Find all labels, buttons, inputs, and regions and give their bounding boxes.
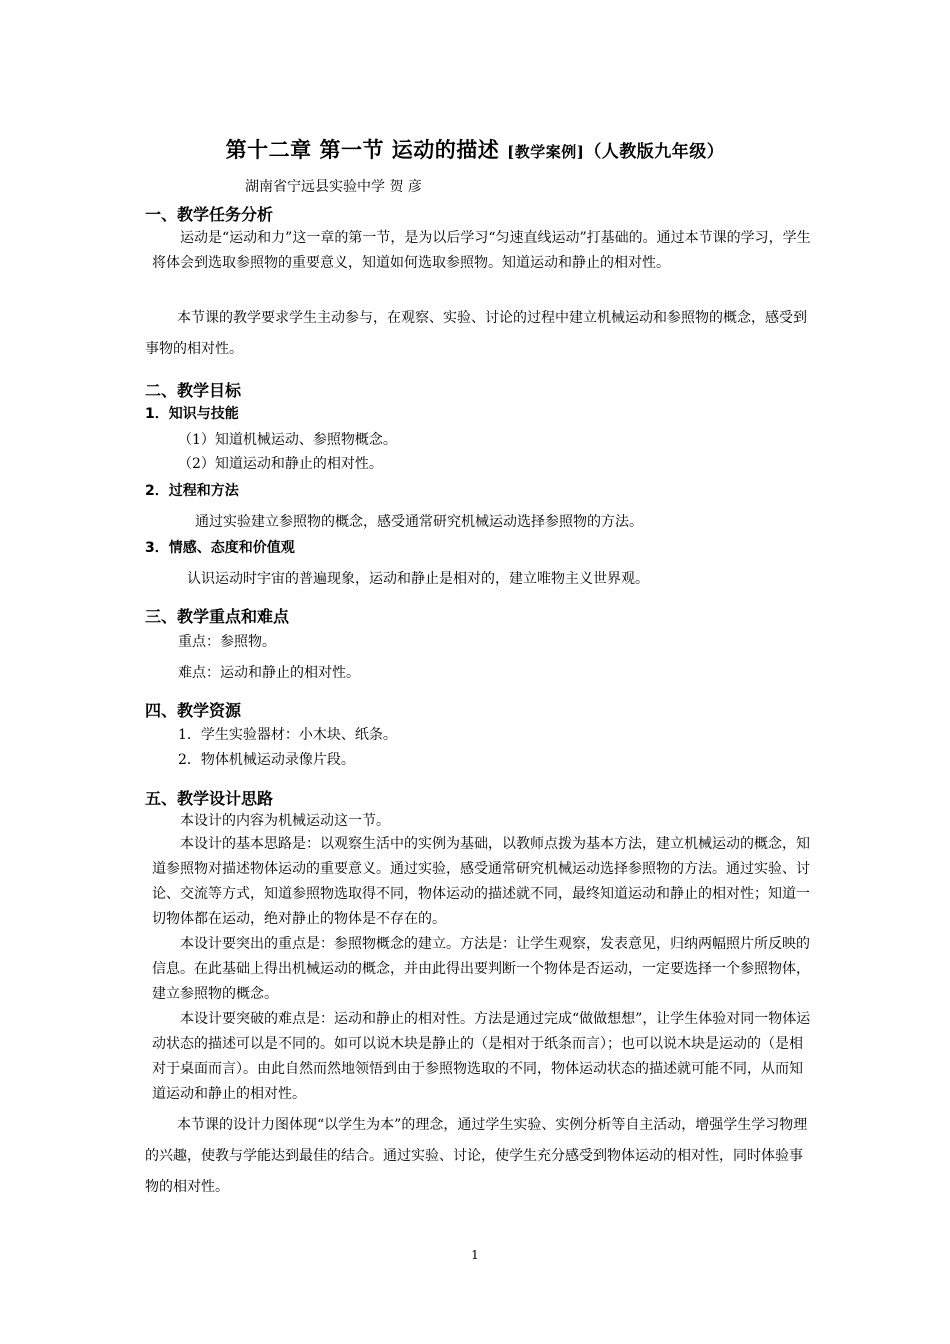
section-5-heading: 五、教学设计思路 xyxy=(145,789,274,808)
section-1-paragraph-1: 运动是“运动和力”这一章的第一节，是为以后学习“匀速直线运动”打基础的。通过本节课的学习，学生将体会到选取参照物的重要意义，知道如何选取参照物。知道运动和静止的相对性。 xyxy=(152,230,811,271)
objective-item-1: （1）知道机械运动、参照物概念。 xyxy=(178,432,397,448)
section-2-sub-1: 1．知识与技能 xyxy=(145,406,239,422)
key-point-text: 重点：参照物。 xyxy=(178,634,276,650)
attitude-values-text: 认识运动时宇宙的普遍现象，运动和静止是相对的，建立唯物主义世界观。 xyxy=(187,571,649,587)
resource-item-2: 2．物体机械运动录像片段。 xyxy=(178,752,355,768)
design-paragraph-4: 本设计要突破的难点是：运动和静止的相对性。方法是通过完成“做做想想”，让学生体验对同一物体运动状态的描述可以是不同的。如可以说木块是静止的（是相对于纸条而言）；也可以说木块是运动的（是相对于桌面而言）。由此自然而然地领悟到由于参照物选取的不同，物体运动状态的描述就可能不同，从而知道运动和静止的相对性。 xyxy=(152,1011,811,1102)
resource-item-1: 1．学生实验器材：小木块、纸条。 xyxy=(178,727,397,743)
section-2-sub-2: 2．过程和方法 xyxy=(145,483,239,499)
page-number: 1 xyxy=(471,1248,479,1262)
section-2-sub-3: 3．情感、态度和价值观 xyxy=(145,540,295,556)
design-paragraph-2: 本设计的基本思路是：以观察生活中的实例为基础，以教师点拨为基本方法，建立机械运动的概念，知道参照物对描述物体运动的重要意义。通过实验，感受通常研究机械运动选择参照物的方法。通过实验、讨论、交流等方式，知道参照物选取得不同，物体运动的描述就不同，最终知道运动和静止的相对性；知道一切物体都在运动，绝对静止的物体是不存在的。 xyxy=(152,836,810,927)
objective-item-2: （2）知道运动和静止的相对性。 xyxy=(178,456,383,472)
title-tag: [教学案例] xyxy=(507,143,585,161)
design-paragraph-5: 本节课的设计力图体现“以学生为本”的理念，通过学生实验、实例分析等自主活动，增强学生学习物理的兴趣，使教与学能达到最佳的结合。通过实验、讨论，使学生充分感受到物体运动的相对性，同时体验事物的相对性。 xyxy=(145,1117,808,1195)
section-4-heading: 四、教学资源 xyxy=(145,701,242,720)
section-3-heading: 三、教学重点和难点 xyxy=(145,607,290,626)
design-paragraph-3: 本设计要突出的重点是：参照物概念的建立。方法是：让学生观察，发表意见，归纳两幅照片所反映的信息。在此基础上得出机械运动的概念，并由此得出要判断一个物体是否运动，一定要选择一个参照物体，建立参照物的概念。 xyxy=(152,936,810,1002)
title-edition: （人教版九年级） xyxy=(584,142,725,162)
title-main: 第十二章 第一节 运动的描述 xyxy=(225,137,508,162)
section-1-heading: 一、教学任务分析 xyxy=(145,205,274,224)
design-paragraph-1: 本设计的内容为机械运动这一节。 xyxy=(180,813,390,829)
section-1-paragraph-2: 本节课的教学要求学生主动参与，在观察、实验、讨论的过程中建立机械运动和参照物的概念，感受到事物的相对性。 xyxy=(145,310,807,357)
process-method-text: 通过实验建立参照物的概念，感受通常研究机械运动选择参照物的方法。 xyxy=(195,514,643,530)
section-2-heading: 二、教学目标 xyxy=(145,381,242,400)
document-title xyxy=(0,134,950,164)
difficulty-text: 难点：运动和静止的相对性。 xyxy=(178,665,360,681)
author-line: 湖南省宁远县实验中学 贺 彦 xyxy=(245,179,422,195)
